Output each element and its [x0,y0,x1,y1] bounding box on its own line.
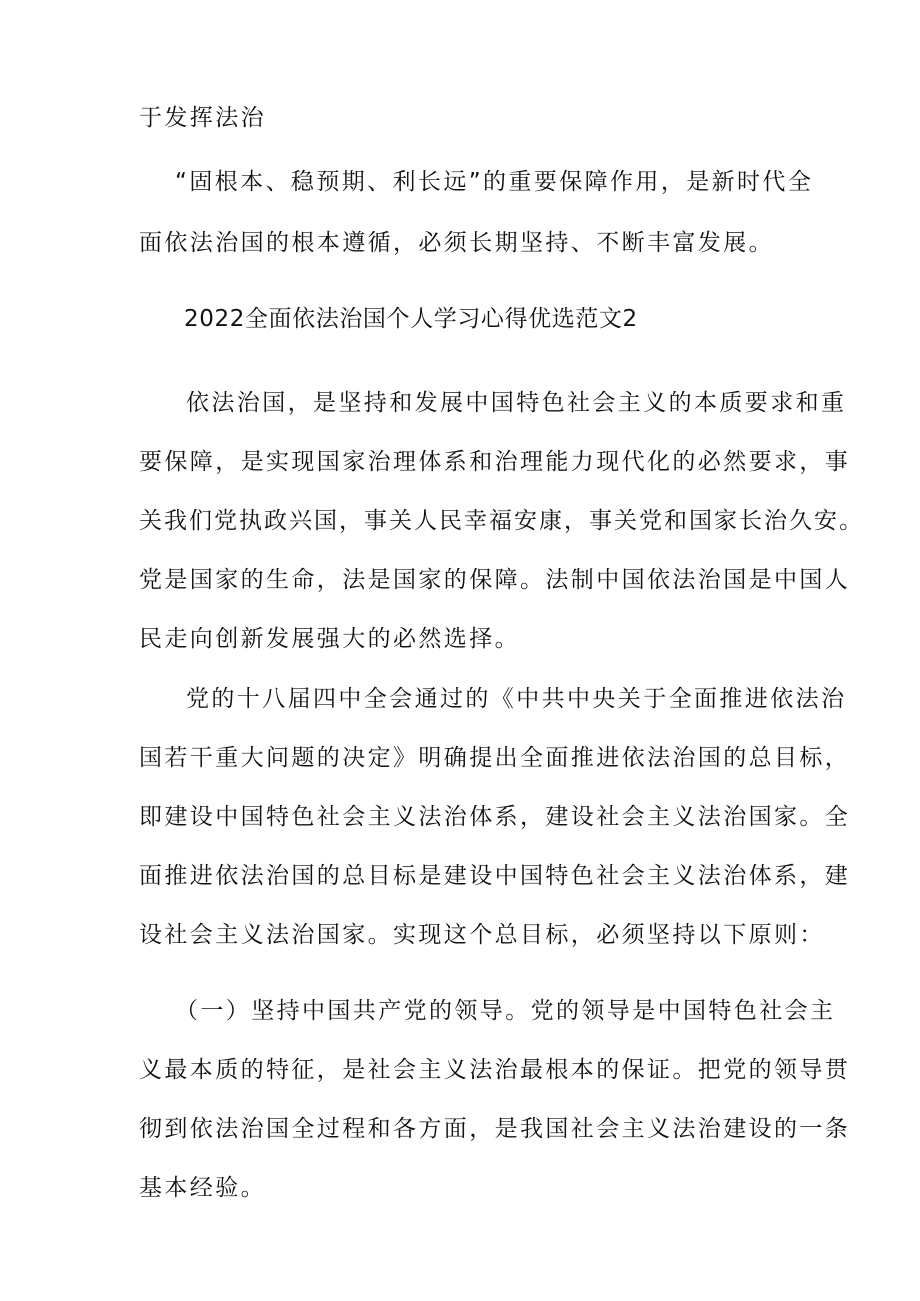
intro-line-2: “固根本、稳预期、利长远”的重要保障作用，是新时代全 [175,169,814,195]
paragraph-2-line-2: 国若干重大问题的决定》明确提出全面推进依法治国的总目标， [139,745,851,771]
paragraph-3-line-3: 彻到依法治国全过程和各方面，是我国社会主义法治建设的一条 [139,1116,851,1142]
paragraph-2-line-5: 设社会主义法治国家。实现这个总目标，必须坚持以下原则： [139,922,825,948]
paragraph-1-line-2: 要保障，是实现国家治理体系和治理能力现代化的必然要求，事 [139,449,851,475]
paragraph-1-line-1: 依法治国，是坚持和发展中国特色社会主义的本质要求和重 [186,390,847,416]
paragraph-3-line-1: （一）坚持中国共产党的领导。党的领导是中国特色社会主 [175,998,836,1024]
paragraph-1-line-4: 党是国家的生命，法是国家的保障。法制中国依法治国是中国人 [139,567,851,593]
intro-line-3: 面依法治国的根本遵循，必须长期坚持、不断丰富发展。 [139,230,774,256]
paragraph-2-line-1: 党的十八届四中全会通过的《中共中央关于全面推进依法治 [186,686,847,712]
paragraph-2-line-3: 即建设中国特色社会主义法治体系，建设社会主义法治国家。全 [139,804,851,830]
intro-line-1: 于发挥法治 [139,105,266,131]
paragraph-1-line-3: 关我们党执政兴国，事关人民幸福安康，事关党和国家长治久安。 [139,508,864,534]
section-heading: 2022全面依法治国个人学习心得优选范文2 [184,306,638,332]
paragraph-3-line-2: 义最本质的特征，是社会主义法治最根本的保证。把党的领导贯 [139,1057,851,1083]
paragraph-1-line-5: 民走向创新发展强大的必然选择。 [139,626,520,652]
paragraph-2-line-4: 面推进依法治国的总目标是建设中国特色社会主义法治体系，建 [139,863,851,889]
paragraph-3-line-4: 基本经验。 [139,1175,266,1201]
